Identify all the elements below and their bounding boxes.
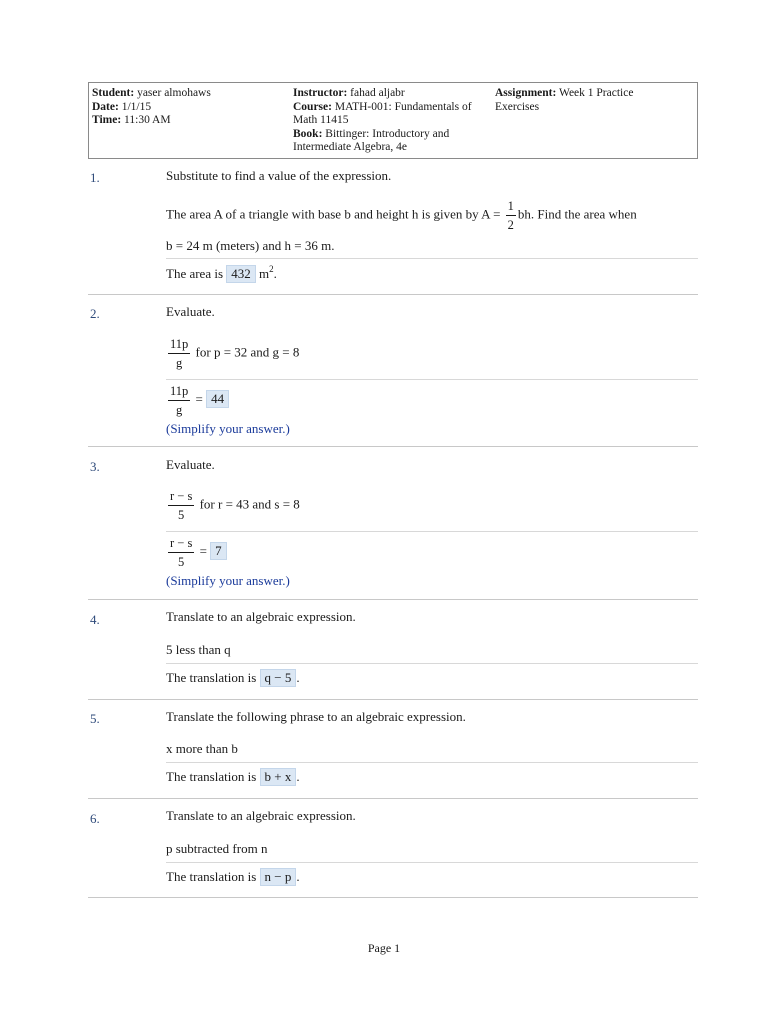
instructor-name: fahad aljabr — [350, 87, 405, 99]
course-name: MATH-001: Fundamentals of — [334, 100, 472, 113]
question-5-phrase: x more than b — [166, 741, 238, 756]
course-name-cont: Math 11415 — [293, 114, 349, 127]
divider — [166, 663, 698, 664]
question-4-answer-line: The translation is q − 5 . — [166, 670, 300, 685]
divider — [166, 379, 698, 380]
question-2-prompt: Evaluate. — [166, 304, 215, 319]
simplify-hint: (Simplify your answer.) — [166, 421, 290, 436]
question-4-prompt: Translate to an algebraic expression. — [166, 609, 356, 624]
assignment-label: Assignment: — [495, 87, 557, 99]
book-label: Book: — [293, 127, 323, 140]
question-3-prompt: Evaluate. — [166, 457, 215, 472]
answer-box: 44 — [206, 390, 229, 408]
question-separator — [88, 798, 698, 799]
time-label: Time: — [92, 114, 122, 127]
page-number: Page 1 — [367, 941, 401, 955]
question-separator — [88, 446, 698, 447]
question-6-answer-line: The translation is n − p . — [166, 869, 300, 884]
question-1-statement: The area A of a triangle with base b and height h is given by A = $\frac{1}{2}$ bh. Find the area when — [166, 199, 637, 232]
question-separator — [88, 897, 698, 898]
instructor-label: Instructor: — [293, 87, 348, 99]
time-value: 11:30 AM — [124, 114, 171, 127]
fraction-one-half: $\frac{1}{2}$ — [507, 199, 514, 232]
question-1-answer-line: The area is 432 $m^2$. — [166, 264, 277, 281]
book-title: Bittinger: Introductory and — [325, 127, 450, 140]
assignment-name: Week 1 Practice — [559, 87, 634, 99]
question-number-2: 2. — [90, 306, 100, 321]
simplify-hint: (Simplify your answer.) — [166, 573, 290, 588]
question-number-1: 1. — [90, 170, 100, 185]
question-4-phrase: 5 less than q — [166, 642, 231, 657]
fraction-11p-over-g: $\frac{11p}{g}$ — [170, 337, 189, 370]
fraction-11p-over-g: $\frac{11p}{g}$ — [170, 384, 189, 417]
question-2-answer-line: $\frac{11p}{g}$ = 44 — [166, 384, 229, 417]
question-5-prompt: Translate the following phrase to an algebraic expression. — [166, 709, 466, 724]
question-6-phrase: p subtracted from n — [166, 841, 268, 856]
question-separator — [88, 294, 698, 295]
fraction-r-minus-s-over-5: $\frac{r - s}{5}$ — [170, 536, 193, 569]
fraction-r-minus-s-over-5: $\frac{r - s}{5}$ — [170, 489, 193, 522]
assignment-name-cont: Exercises — [495, 100, 540, 113]
question-number-6: 6. — [90, 811, 100, 826]
question-number-4: 4. — [90, 612, 100, 627]
answer-box: b + x — [260, 768, 297, 786]
question-5-answer-line: The translation is b + x . — [166, 769, 300, 784]
question-number-5: 5. — [90, 711, 100, 726]
question-6-prompt: Translate to an algebraic expression. — [166, 808, 356, 823]
student-label: Student: — [92, 87, 135, 99]
question-2-expression: $\frac{11p}{g}$ for p = 32 and g = 8 — [170, 337, 300, 370]
answer-box: q − 5 — [260, 669, 297, 687]
date-label: Date: — [92, 100, 119, 113]
course-label: Course: — [293, 100, 332, 113]
question-3-answer-line: $\frac{r - s}{5}$ = 7 — [166, 536, 227, 569]
question-1-prompt: Substitute to find a value of the expression. — [166, 168, 392, 183]
assignment-header — [88, 82, 698, 159]
question-3-expression: $\frac{r - s}{5}$ for r = 43 and s = 8 — [170, 489, 300, 522]
course-info — [293, 87, 503, 155]
assignment-info — [495, 87, 695, 114]
divider — [166, 258, 698, 259]
question-1-givens: b = 24 m (meters) and h = 36 m. — [166, 238, 335, 253]
student-info — [92, 87, 287, 128]
divider — [166, 862, 698, 863]
answer-box: n − p — [260, 868, 297, 886]
answer-box: 7 — [210, 542, 227, 560]
student-name: yaser almohaws — [137, 87, 211, 99]
question-number-3: 3. — [90, 459, 100, 474]
answer-box: 432 — [226, 265, 256, 283]
date-value: 1/1/15 — [121, 100, 152, 113]
question-separator — [88, 599, 698, 600]
question-separator — [88, 699, 698, 700]
divider — [166, 531, 698, 532]
divider — [166, 762, 698, 763]
book-title-cont: Intermediate Algebra, 4e — [293, 141, 407, 154]
